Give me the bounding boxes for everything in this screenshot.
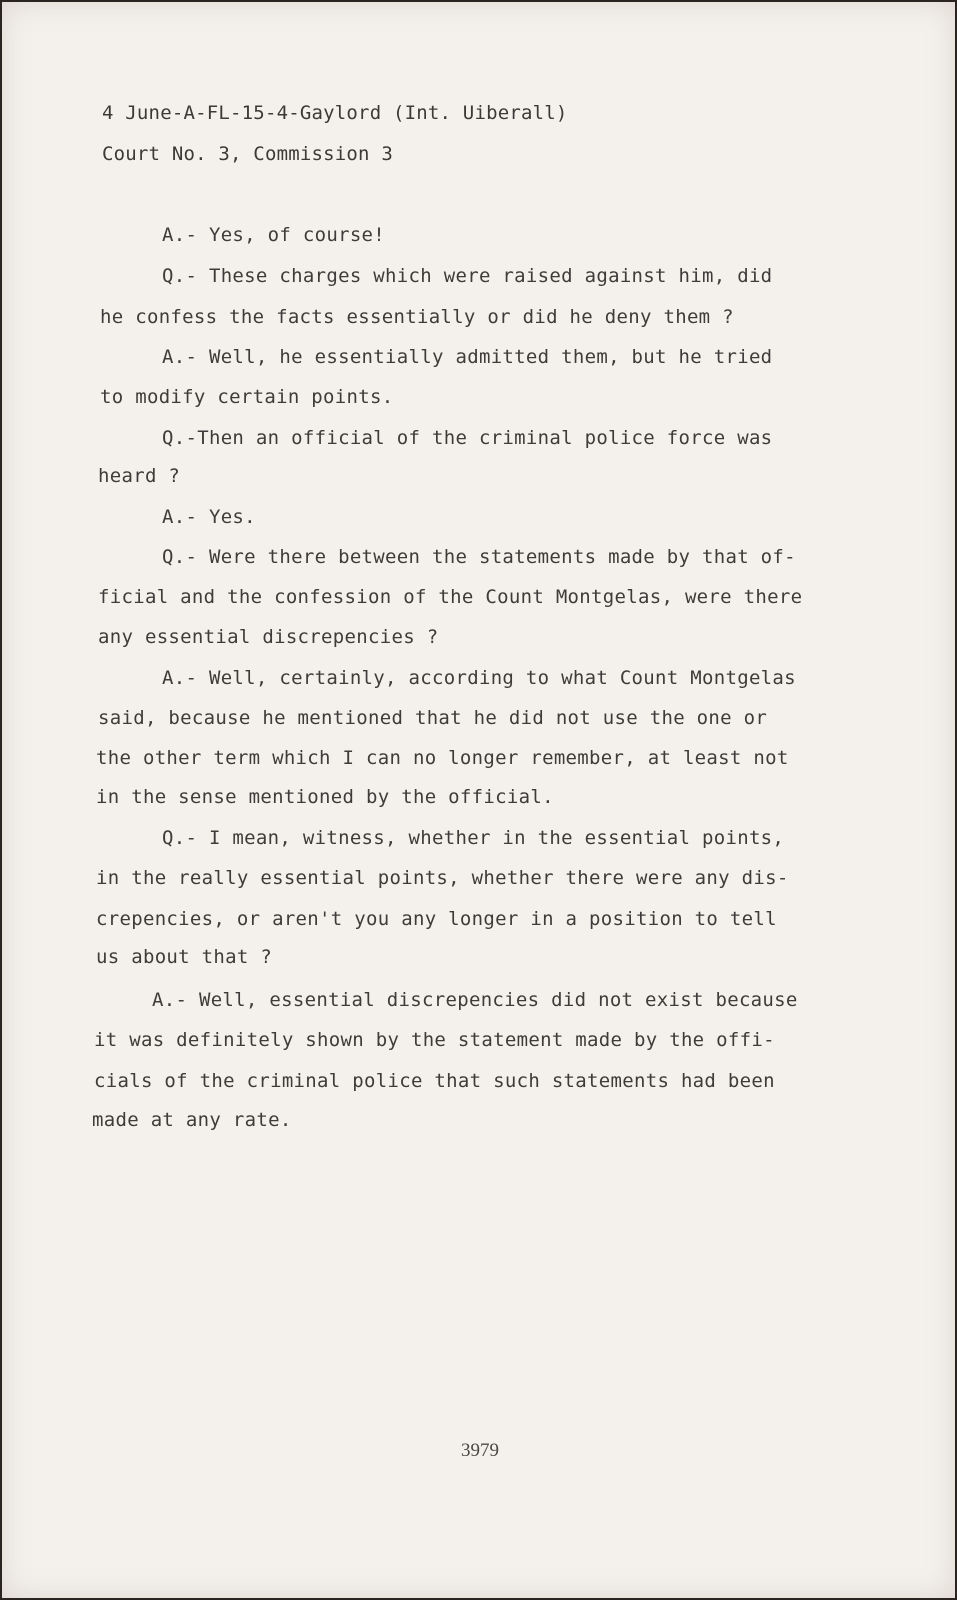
text-line: he confess the facts essentially or did he deny them ?	[100, 306, 734, 328]
question-line: Q.- Were there between the statements made by that of-	[162, 546, 796, 568]
question-line: Q.- These charges which were raised against him, did	[162, 265, 773, 287]
page-number: 3979	[461, 1440, 499, 1461]
text-line: to modify certain points.	[100, 386, 394, 408]
text-line: said, because he mentioned that he did not use the one or	[98, 707, 768, 729]
text-line: us about that ?	[96, 946, 273, 968]
answer-line: A.- Well, he essentially admitted them, but he tried	[162, 346, 773, 368]
question-line: Q.- I mean, witness, whether in the essential points,	[162, 827, 785, 849]
text-line: heard ?	[98, 465, 181, 487]
document-page	[2, 2, 955, 1598]
text-line: it was definitely shown by the statement made by the offi-	[94, 1029, 775, 1051]
header-reference: 4 June-A-FL-15-4-Gaylord (Int. Uiberall)	[102, 102, 568, 124]
answer-line: A.- Well, essential discrepencies did not exist because	[152, 989, 798, 1011]
answer-line: A.- Yes.	[162, 506, 256, 528]
text-line: any essential discrepencies ?	[98, 626, 439, 648]
text-line: in the really essential points, whether there were any dis-	[96, 867, 789, 889]
text-line: ficial and the confession of the Count Montgelas, were there	[98, 586, 803, 608]
question-line: Q.-Then an official of the criminal police force was	[162, 427, 773, 449]
text-line: made at any rate.	[92, 1109, 292, 1131]
answer-line: A.- Yes, of course!	[162, 224, 386, 246]
text-line: the other term which I can no longer remember, at least not	[96, 747, 789, 769]
text-line: cials of the criminal police that such statements had been	[94, 1070, 775, 1092]
text-line: crepencies, or aren't you any longer in a position to tell	[96, 908, 777, 930]
answer-line: A.- Well, certainly, according to what Count Montgelas	[162, 667, 796, 689]
text-line: in the sense mentioned by the official.	[96, 786, 554, 808]
header-court: Court No. 3, Commission 3	[102, 143, 393, 165]
